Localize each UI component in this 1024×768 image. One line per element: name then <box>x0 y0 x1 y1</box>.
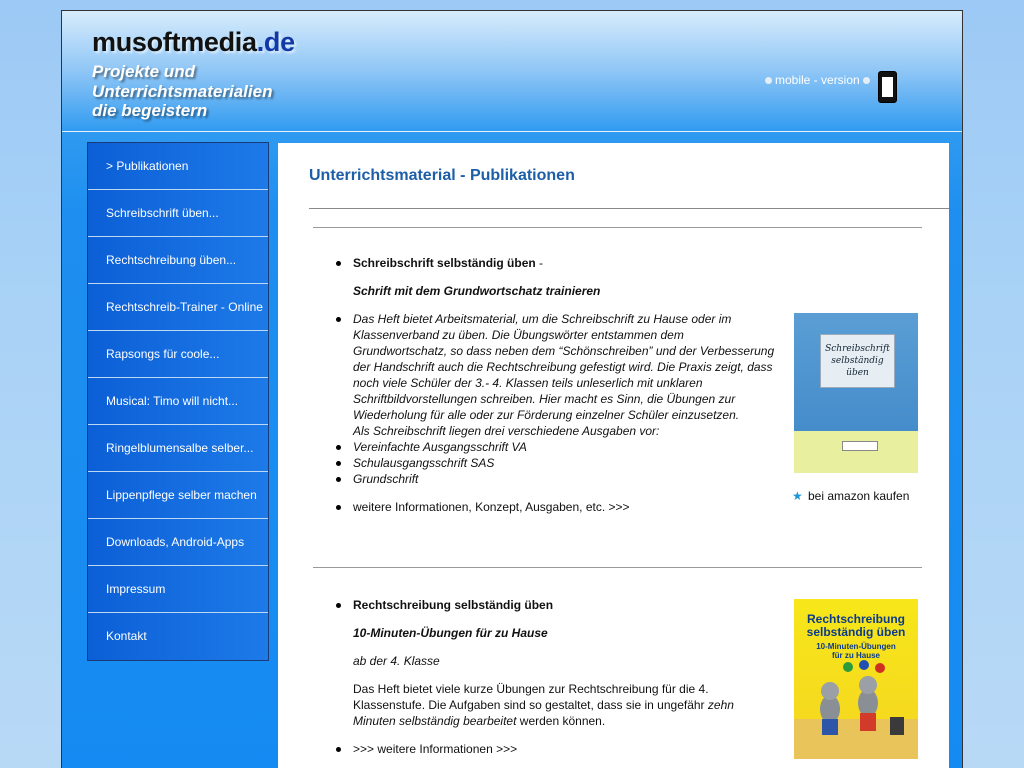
cover-subtitle: 10-Minuten-Übungen für zu Hause <box>816 642 896 660</box>
star-icon: ★ <box>792 489 803 503</box>
book-cover-rechtschreibung[interactable] <box>794 599 918 759</box>
tagline: Projekte und Unterrichtsmaterialien die begeistern <box>92 62 273 120</box>
section2-description: Das Heft bietet viele kurze Übungen zur Rechtschreibung für die 4. Klassenstufe. Die Aufgaben sind so gestaltet, dass sie in ungefähr zehn Minuten selbständig bearbeitet werden können. <box>353 682 734 728</box>
nav-item-rechtschreibung[interactable]: Rechtschreibung üben... <box>88 237 268 284</box>
main-content <box>278 143 949 768</box>
nav-item-lippenpflege[interactable]: Lippenpflege selber machen <box>88 472 268 519</box>
bullet-icon <box>336 505 341 510</box>
nav-item-kontakt[interactable]: Kontakt <box>88 613 268 660</box>
amazon-buy-link[interactable]: bei amazon kaufen <box>808 489 910 503</box>
cover-title: Schreibschrift selbständig üben <box>820 334 895 388</box>
bullet-icon <box>336 603 341 608</box>
edition-va: Vereinfachte Ausgangsschrift VA <box>353 440 527 454</box>
section1-description: Das Heft bietet Arbeitsmaterial, um die Schreibschrift zu Hause oder im Klassenverband zu üben. Die Übungswörter entstammen dem Grundwortschatz, so dass neben dem “Schönschreiben” und der Verbesserung der Handschrift auch die Rechtschreibung gefestigt wird. Die Praxis zeigt, dass noch viele Schüler der 3.- 4. Klassen teils unleserlich mit unklaren Schriftbildvorstellungen schreiben. Hier macht es Sinn, die Übungen zur Wiederholung für alle oder zur Förderung einzelner Schüler einzusetzen. Als Schreibschrift liegen drei verschiedene Ausgaben vor: <box>353 312 775 438</box>
edition-grundschrift: Grundschrift <box>353 472 419 486</box>
bullet-icon <box>336 445 341 450</box>
section1-subtitle: Schrift mit dem Grundwortschatz trainieren <box>353 284 601 298</box>
section2-subtitle: 10-Minuten-Übungen für zu Hause <box>353 626 548 640</box>
nav-item-musical[interactable]: Musical: Timo will nicht... <box>88 378 268 425</box>
nav-item-ringelblumensalbe[interactable]: Ringelblumensalbe selber... <box>88 425 268 472</box>
divider <box>309 208 949 209</box>
cover-title: Rechtschreibung selbständig üben <box>806 612 906 639</box>
divider <box>313 227 922 228</box>
nav-item-impressum[interactable]: Impressum <box>88 566 268 613</box>
bullet-icon <box>336 747 341 752</box>
dot-icon <box>863 77 870 84</box>
sidebar-nav <box>87 142 269 661</box>
nav-item-rapsongs[interactable]: Rapsongs für coole... <box>88 331 268 378</box>
nav-item-publikationen[interactable]: > Publikationen <box>88 143 268 190</box>
bullet-icon <box>336 477 341 482</box>
cover-label <box>842 441 878 451</box>
nav-item-schreibschrift[interactable]: Schreibschrift üben... <box>88 190 268 237</box>
mobile-version-link[interactable]: mobile - version <box>762 73 873 87</box>
edition-sas: Schulausgangsschrift SAS <box>353 456 495 470</box>
dot-icon <box>765 77 772 84</box>
nav-item-downloads[interactable]: Downloads, Android-Apps <box>88 519 268 566</box>
site-logo[interactable]: musoftmedia.de <box>92 27 295 57</box>
divider <box>313 567 922 568</box>
cover-illustration <box>802 657 910 747</box>
page-title: Unterrichtsmaterial - Publikationen <box>309 167 575 184</box>
smartphone-icon[interactable] <box>878 71 897 103</box>
book-cover-schreibschrift[interactable] <box>794 313 918 473</box>
bullet-icon <box>336 461 341 466</box>
section2-grade: ab der 4. Klasse <box>353 654 440 668</box>
bullet-icon <box>336 317 341 322</box>
cover-ground <box>794 431 918 473</box>
bullet-icon <box>336 261 341 266</box>
header <box>62 11 962 131</box>
page-frame <box>61 10 963 768</box>
header-divider <box>62 131 962 132</box>
section2-more-link[interactable]: >>> weitere Informationen >>> <box>353 742 518 756</box>
section1-more-link[interactable]: weitere Informationen, Konzept, Ausgaben, etc. >>> <box>353 500 630 514</box>
section2-heading: Rechtschreibung selbständig üben <box>353 598 554 612</box>
nav-item-rechtschreib-trainer[interactable]: Rechtschreib-Trainer - Online <box>88 284 268 331</box>
section1-heading: Schreibschrift selbständig üben - <box>353 256 544 270</box>
